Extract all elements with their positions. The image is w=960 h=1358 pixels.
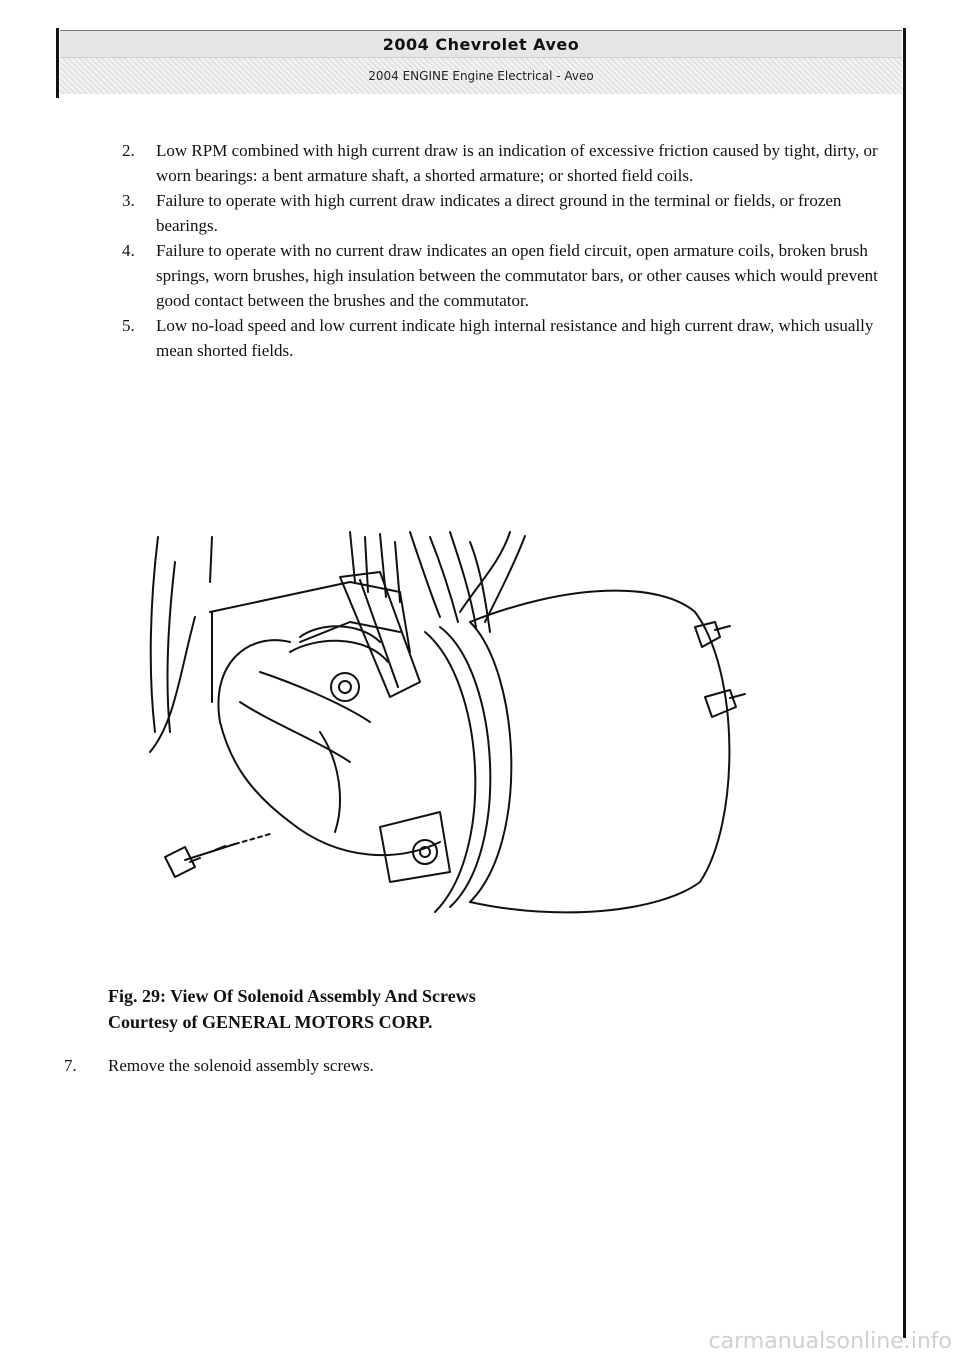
diagnosis-steps-list — [122, 138, 902, 363]
step-text: Remove the solenoid assembly screws. — [108, 1056, 374, 1075]
step-number: 2. — [122, 141, 135, 160]
list-item — [122, 313, 902, 363]
figure-caption-title: Fig. 29: View Of Solenoid Assembly And Screws — [108, 986, 476, 1006]
document-header — [60, 30, 902, 95]
step-number: 4. — [122, 241, 135, 260]
watermark-text: carmanualsonline.info — [708, 1329, 952, 1354]
page-frame-right — [903, 28, 906, 1338]
figure-caption-credit: Courtesy of GENERAL MOTORS CORP. — [108, 1012, 433, 1032]
step-text: Failure to operate with no current draw indicates an open field circuit, open armature coils, broken brush springs, worn brushes, high insulation between the commutator bars, or other causes which would prevent good contact between the brushes and the commutator. — [156, 241, 878, 310]
step-number: 3. — [122, 191, 135, 210]
step-text: Low no-load speed and low current indicate high internal resistance and high current draw, which usually mean shorted fields. — [156, 316, 874, 360]
solenoid-assembly-illustration — [140, 522, 790, 972]
step-number: 5. — [122, 316, 135, 335]
list-item — [122, 238, 902, 313]
page-frame-left — [56, 28, 59, 98]
list-item — [122, 188, 902, 238]
procedure-step — [64, 1056, 374, 1076]
document-subtitle: 2004 ENGINE Engine Electrical - Aveo — [60, 58, 902, 94]
step-text: Low RPM combined with high current draw is an indication of excessive friction caused by tight, dirty, or worn bearings: a bent armature shaft, a shorted armature; or shorted field coils. — [156, 141, 878, 185]
list-item — [122, 138, 902, 188]
document-title: 2004 Chevrolet Aveo — [60, 31, 902, 58]
figure-caption — [108, 983, 476, 1035]
step-text: Failure to operate with high current draw indicates a direct ground in the terminal or fields, or frozen bearings. — [156, 191, 842, 235]
step-number: 7. — [64, 1056, 77, 1075]
